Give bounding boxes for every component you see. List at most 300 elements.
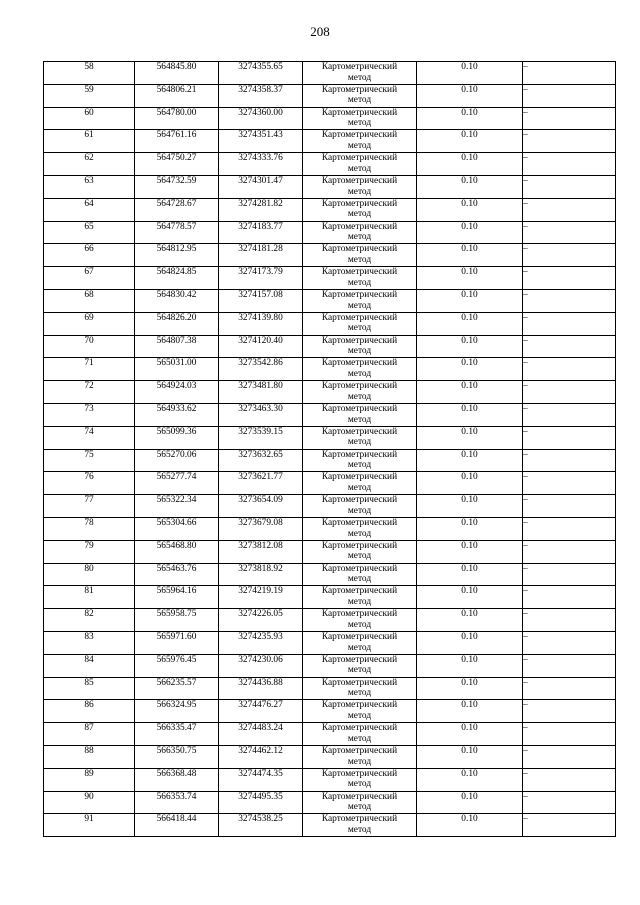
table-row xyxy=(44,654,616,677)
method-cell xyxy=(303,403,417,426)
method-cell xyxy=(303,540,417,563)
accuracy-cell: 0.10 xyxy=(417,745,523,768)
method-text-line: Картометрический xyxy=(321,768,398,779)
note-cell: – xyxy=(523,335,616,358)
accuracy-cell: 0.10 xyxy=(417,768,523,791)
table-row xyxy=(44,563,616,586)
table-row xyxy=(44,381,616,404)
method-text-line: метод xyxy=(347,72,372,83)
x-coordinate-cell: 564778.57 xyxy=(135,221,219,244)
accuracy-cell: 0.10 xyxy=(417,221,523,244)
point-number-cell: 69 xyxy=(44,312,135,335)
note-cell: – xyxy=(523,426,616,449)
method-text-line: метод xyxy=(347,505,372,516)
y-coordinate-cell: 3273621.77 xyxy=(219,472,303,495)
method-cell xyxy=(303,745,417,768)
method-text-line: метод xyxy=(347,574,372,585)
y-coordinate-cell: 3274301.47 xyxy=(219,175,303,198)
x-coordinate-cell: 564924.03 xyxy=(135,381,219,404)
method-text-line: Картометрический xyxy=(321,586,398,597)
y-coordinate-cell: 3274157.08 xyxy=(219,289,303,312)
table-row xyxy=(44,768,616,791)
method-text-line: Картометрический xyxy=(321,381,398,392)
note-cell: – xyxy=(523,267,616,290)
note-cell: – xyxy=(523,153,616,176)
point-number-cell: 82 xyxy=(44,609,135,632)
x-coordinate-cell: 566368.48 xyxy=(135,768,219,791)
table-row xyxy=(44,153,616,176)
x-coordinate-cell: 564826.20 xyxy=(135,312,219,335)
method-cell xyxy=(303,130,417,153)
method-text-line: Картометрический xyxy=(321,517,398,528)
x-coordinate-cell: 564806.21 xyxy=(135,84,219,107)
note-cell: – xyxy=(523,175,616,198)
method-text-line: Картометрический xyxy=(321,358,398,369)
method-text-line: Картометрический xyxy=(321,426,398,437)
table-row xyxy=(44,62,616,85)
note-cell: – xyxy=(523,449,616,472)
point-number-cell: 75 xyxy=(44,449,135,472)
page-number: 208 xyxy=(310,24,330,39)
method-text-line: метод xyxy=(347,437,372,448)
accuracy-cell: 0.10 xyxy=(417,403,523,426)
y-coordinate-cell: 3273812.08 xyxy=(219,540,303,563)
accuracy-cell: 0.10 xyxy=(417,312,523,335)
table-row xyxy=(44,540,616,563)
method-text-line: Картометрический xyxy=(321,700,398,711)
method-text-line: метод xyxy=(347,186,372,197)
y-coordinate-cell: 3274219.19 xyxy=(219,586,303,609)
point-number-cell: 87 xyxy=(44,723,135,746)
note-cell: – xyxy=(523,62,616,85)
method-cell xyxy=(303,244,417,267)
table-row xyxy=(44,107,616,130)
y-coordinate-cell: 3273632.65 xyxy=(219,449,303,472)
accuracy-cell: 0.10 xyxy=(417,426,523,449)
accuracy-cell: 0.10 xyxy=(417,563,523,586)
method-text-line: Картометрический xyxy=(321,107,398,118)
x-coordinate-cell: 565958.75 xyxy=(135,609,219,632)
y-coordinate-cell: 3274139.80 xyxy=(219,312,303,335)
x-coordinate-cell: 564750.27 xyxy=(135,153,219,176)
coordinates-table-body xyxy=(44,62,616,837)
point-number-cell: 71 xyxy=(44,358,135,381)
note-cell: – xyxy=(523,540,616,563)
x-coordinate-cell: 564812.95 xyxy=(135,244,219,267)
method-cell xyxy=(303,153,417,176)
x-coordinate-cell: 566418.44 xyxy=(135,814,219,837)
table-row xyxy=(44,426,616,449)
point-number-cell: 78 xyxy=(44,517,135,540)
y-coordinate-cell: 3274360.00 xyxy=(219,107,303,130)
note-cell: – xyxy=(523,312,616,335)
accuracy-cell: 0.10 xyxy=(417,107,523,130)
note-cell: – xyxy=(523,631,616,654)
y-coordinate-cell: 3274483.24 xyxy=(219,723,303,746)
x-coordinate-cell: 565468.80 xyxy=(135,540,219,563)
method-text-line: Картометрический xyxy=(321,62,398,72)
point-number-cell: 76 xyxy=(44,472,135,495)
point-number-cell: 81 xyxy=(44,586,135,609)
method-text-line: метод xyxy=(347,254,372,265)
table-row xyxy=(44,130,616,153)
y-coordinate-cell: 3273818.92 xyxy=(219,563,303,586)
table-row xyxy=(44,517,616,540)
y-coordinate-cell: 3274474.35 xyxy=(219,768,303,791)
point-number-cell: 90 xyxy=(44,791,135,814)
method-text-line: метод xyxy=(347,665,372,676)
method-text-line: метод xyxy=(347,323,372,334)
table-row xyxy=(44,175,616,198)
note-cell: – xyxy=(523,677,616,700)
x-coordinate-cell: 566324.95 xyxy=(135,700,219,723)
method-text-line: метод xyxy=(347,140,372,151)
point-number-cell: 72 xyxy=(44,381,135,404)
note-cell: – xyxy=(523,723,616,746)
method-text-line: Картометрический xyxy=(321,267,398,278)
method-cell xyxy=(303,449,417,472)
accuracy-cell: 0.10 xyxy=(417,267,523,290)
method-text-line: метод xyxy=(347,802,372,813)
point-number-cell: 61 xyxy=(44,130,135,153)
accuracy-cell: 0.10 xyxy=(417,723,523,746)
y-coordinate-cell: 3274538.25 xyxy=(219,814,303,837)
point-number-cell: 84 xyxy=(44,654,135,677)
note-cell: – xyxy=(523,289,616,312)
x-coordinate-cell: 565463.76 xyxy=(135,563,219,586)
x-coordinate-cell: 564830.42 xyxy=(135,289,219,312)
point-number-cell: 65 xyxy=(44,221,135,244)
x-coordinate-cell: 565964.16 xyxy=(135,586,219,609)
method-text-line: Картометрический xyxy=(321,791,398,802)
accuracy-cell: 0.10 xyxy=(417,175,523,198)
method-text-line: Картометрический xyxy=(321,403,398,414)
method-cell xyxy=(303,312,417,335)
point-number-cell: 88 xyxy=(44,745,135,768)
point-number-cell: 79 xyxy=(44,540,135,563)
x-coordinate-cell: 565976.45 xyxy=(135,654,219,677)
accuracy-cell: 0.10 xyxy=(417,153,523,176)
y-coordinate-cell: 3274235.93 xyxy=(219,631,303,654)
note-cell: – xyxy=(523,745,616,768)
method-text-line: Картометрический xyxy=(321,677,398,688)
note-cell: – xyxy=(523,198,616,221)
method-cell xyxy=(303,654,417,677)
method-text-line: метод xyxy=(347,163,372,174)
method-text-line: метод xyxy=(347,277,372,288)
method-cell xyxy=(303,289,417,312)
method-text-line: Картометрический xyxy=(321,631,398,642)
method-cell xyxy=(303,768,417,791)
method-cell xyxy=(303,677,417,700)
method-text-line: Картометрический xyxy=(321,745,398,756)
note-cell: – xyxy=(523,472,616,495)
note-cell: – xyxy=(523,403,616,426)
accuracy-cell: 0.10 xyxy=(417,586,523,609)
method-text-line: Картометрический xyxy=(321,130,398,141)
method-text-line: метод xyxy=(347,824,372,835)
accuracy-cell: 0.10 xyxy=(417,381,523,404)
x-coordinate-cell: 564807.38 xyxy=(135,335,219,358)
table-row xyxy=(44,403,616,426)
point-number-cell: 83 xyxy=(44,631,135,654)
x-coordinate-cell: 565031.00 xyxy=(135,358,219,381)
table-row xyxy=(44,267,616,290)
y-coordinate-cell: 3274230.06 xyxy=(219,654,303,677)
table-row xyxy=(44,472,616,495)
method-text-line: метод xyxy=(347,95,372,106)
point-number-cell: 91 xyxy=(44,814,135,837)
x-coordinate-cell: 565971.60 xyxy=(135,631,219,654)
point-number-cell: 67 xyxy=(44,267,135,290)
table-row xyxy=(44,449,616,472)
x-coordinate-cell: 566335.47 xyxy=(135,723,219,746)
point-number-cell: 60 xyxy=(44,107,135,130)
table-row xyxy=(44,84,616,107)
x-coordinate-cell: 565270.06 xyxy=(135,449,219,472)
method-cell xyxy=(303,495,417,518)
y-coordinate-cell: 3273481.80 xyxy=(219,381,303,404)
note-cell: – xyxy=(523,381,616,404)
y-coordinate-cell: 3274173.79 xyxy=(219,267,303,290)
method-cell xyxy=(303,426,417,449)
point-number-cell: 77 xyxy=(44,495,135,518)
x-coordinate-cell: 566235.57 xyxy=(135,677,219,700)
y-coordinate-cell: 3274351.43 xyxy=(219,130,303,153)
accuracy-cell: 0.10 xyxy=(417,62,523,85)
x-coordinate-cell: 564845.80 xyxy=(135,62,219,85)
accuracy-cell: 0.10 xyxy=(417,198,523,221)
point-number-cell: 73 xyxy=(44,403,135,426)
method-cell xyxy=(303,791,417,814)
note-cell: – xyxy=(523,107,616,130)
method-cell xyxy=(303,358,417,381)
method-text-line: Картометрический xyxy=(321,312,398,323)
method-cell xyxy=(303,814,417,837)
point-number-cell: 85 xyxy=(44,677,135,700)
method-text-line: метод xyxy=(347,756,372,767)
x-coordinate-cell: 566353.74 xyxy=(135,791,219,814)
y-coordinate-cell: 3274436.88 xyxy=(219,677,303,700)
table-row xyxy=(44,586,616,609)
point-number-cell: 70 xyxy=(44,335,135,358)
y-coordinate-cell: 3274181.28 xyxy=(219,244,303,267)
method-text-line: Картометрический xyxy=(321,221,398,232)
note-cell: – xyxy=(523,130,616,153)
y-coordinate-cell: 3273654.09 xyxy=(219,495,303,518)
x-coordinate-cell: 565304.66 xyxy=(135,517,219,540)
table-row xyxy=(44,791,616,814)
method-text-line: Картометрический xyxy=(321,495,398,506)
method-text-line: Картометрический xyxy=(321,723,398,734)
note-cell: – xyxy=(523,791,616,814)
table-row xyxy=(44,814,616,837)
table-row xyxy=(44,723,616,746)
x-coordinate-cell: 566350.75 xyxy=(135,745,219,768)
method-cell xyxy=(303,221,417,244)
y-coordinate-cell: 3274495.35 xyxy=(219,791,303,814)
method-text-line: метод xyxy=(347,460,372,471)
method-text-line: Картометрический xyxy=(321,540,398,551)
point-number-cell: 86 xyxy=(44,700,135,723)
x-coordinate-cell: 565099.36 xyxy=(135,426,219,449)
y-coordinate-cell: 3274281.82 xyxy=(219,198,303,221)
method-cell xyxy=(303,267,417,290)
method-cell xyxy=(303,381,417,404)
x-coordinate-cell: 564824.85 xyxy=(135,267,219,290)
x-coordinate-cell: 564761.16 xyxy=(135,130,219,153)
table-row xyxy=(44,609,616,632)
accuracy-cell: 0.10 xyxy=(417,791,523,814)
y-coordinate-cell: 3274183.77 xyxy=(219,221,303,244)
coordinates-table xyxy=(43,61,616,837)
method-text-line: метод xyxy=(347,232,372,243)
method-cell xyxy=(303,472,417,495)
method-text-line: метод xyxy=(347,619,372,630)
method-cell xyxy=(303,517,417,540)
table-row xyxy=(44,221,616,244)
method-cell xyxy=(303,62,417,85)
method-text-line: метод xyxy=(347,482,372,493)
method-cell xyxy=(303,198,417,221)
method-text-line: метод xyxy=(347,710,372,721)
accuracy-cell: 0.10 xyxy=(417,700,523,723)
method-text-line: метод xyxy=(347,551,372,562)
method-text-line: метод xyxy=(347,300,372,311)
point-number-cell: 66 xyxy=(44,244,135,267)
table-row xyxy=(44,631,616,654)
y-coordinate-cell: 3273542.86 xyxy=(219,358,303,381)
method-text-line: Картометрический xyxy=(321,814,398,825)
method-text-line: Картометрический xyxy=(321,472,398,483)
method-cell xyxy=(303,335,417,358)
point-number-cell: 74 xyxy=(44,426,135,449)
x-coordinate-cell: 564732.59 xyxy=(135,175,219,198)
point-number-cell: 63 xyxy=(44,175,135,198)
method-text-line: метод xyxy=(347,414,372,425)
note-cell: – xyxy=(523,814,616,837)
x-coordinate-cell: 564780.00 xyxy=(135,107,219,130)
method-cell xyxy=(303,700,417,723)
point-number-cell: 58 xyxy=(44,62,135,85)
point-number-cell: 68 xyxy=(44,289,135,312)
method-text-line: Картометрический xyxy=(321,335,398,346)
method-cell xyxy=(303,631,417,654)
table-row xyxy=(44,745,616,768)
table-row xyxy=(44,289,616,312)
method-text-line: метод xyxy=(347,596,372,607)
y-coordinate-cell: 3274226.05 xyxy=(219,609,303,632)
accuracy-cell: 0.10 xyxy=(417,814,523,837)
y-coordinate-cell: 3274462.12 xyxy=(219,745,303,768)
y-coordinate-cell: 3273463.30 xyxy=(219,403,303,426)
point-number-cell: 62 xyxy=(44,153,135,176)
note-cell: – xyxy=(523,244,616,267)
x-coordinate-cell: 565322.34 xyxy=(135,495,219,518)
accuracy-cell: 0.10 xyxy=(417,472,523,495)
table-row xyxy=(44,700,616,723)
method-cell xyxy=(303,175,417,198)
table-row xyxy=(44,335,616,358)
note-cell: – xyxy=(523,654,616,677)
note-cell: – xyxy=(523,358,616,381)
point-number-cell: 59 xyxy=(44,84,135,107)
note-cell: – xyxy=(523,768,616,791)
method-cell xyxy=(303,107,417,130)
y-coordinate-cell: 3274120.40 xyxy=(219,335,303,358)
method-text-line: Картометрический xyxy=(321,84,398,95)
method-cell xyxy=(303,84,417,107)
method-text-line: метод xyxy=(347,528,372,539)
method-cell xyxy=(303,723,417,746)
note-cell: – xyxy=(523,609,616,632)
note-cell: – xyxy=(523,84,616,107)
y-coordinate-cell: 3274358.37 xyxy=(219,84,303,107)
method-text-line: Картометрический xyxy=(321,609,398,620)
method-text-line: Картометрический xyxy=(321,153,398,164)
y-coordinate-cell: 3273539.15 xyxy=(219,426,303,449)
accuracy-cell: 0.10 xyxy=(417,335,523,358)
note-cell: – xyxy=(523,517,616,540)
method-text-line: метод xyxy=(347,391,372,402)
note-cell: – xyxy=(523,495,616,518)
accuracy-cell: 0.10 xyxy=(417,677,523,700)
point-number-cell: 89 xyxy=(44,768,135,791)
table-row xyxy=(44,358,616,381)
note-cell: – xyxy=(523,221,616,244)
method-text-line: Картометрический xyxy=(321,198,398,209)
table-row xyxy=(44,198,616,221)
table-row xyxy=(44,244,616,267)
note-cell: – xyxy=(523,586,616,609)
method-text-line: Картометрический xyxy=(321,449,398,460)
method-text-line: Картометрический xyxy=(321,289,398,300)
method-text-line: Картометрический xyxy=(321,654,398,665)
x-coordinate-cell: 564728.67 xyxy=(135,198,219,221)
accuracy-cell: 0.10 xyxy=(417,609,523,632)
method-text-line: метод xyxy=(347,779,372,790)
accuracy-cell: 0.10 xyxy=(417,84,523,107)
note-cell: – xyxy=(523,563,616,586)
method-text-line: Картометрический xyxy=(321,563,398,574)
accuracy-cell: 0.10 xyxy=(417,654,523,677)
table-row xyxy=(44,677,616,700)
table-row xyxy=(44,312,616,335)
method-cell xyxy=(303,586,417,609)
y-coordinate-cell: 3274476.27 xyxy=(219,700,303,723)
point-number-cell: 80 xyxy=(44,563,135,586)
y-coordinate-cell: 3273679.08 xyxy=(219,517,303,540)
method-cell xyxy=(303,609,417,632)
y-coordinate-cell: 3274355.65 xyxy=(219,62,303,85)
method-text-line: метод xyxy=(347,688,372,699)
accuracy-cell: 0.10 xyxy=(417,244,523,267)
accuracy-cell: 0.10 xyxy=(417,358,523,381)
x-coordinate-cell: 564933.62 xyxy=(135,403,219,426)
method-text-line: Картометрический xyxy=(321,175,398,186)
accuracy-cell: 0.10 xyxy=(417,540,523,563)
y-coordinate-cell: 3274333.76 xyxy=(219,153,303,176)
accuracy-cell: 0.10 xyxy=(417,517,523,540)
accuracy-cell: 0.10 xyxy=(417,495,523,518)
method-text-line: Картометрический xyxy=(321,244,398,255)
method-text-line: метод xyxy=(347,346,372,357)
accuracy-cell: 0.10 xyxy=(417,631,523,654)
method-text-line: метод xyxy=(347,209,372,220)
accuracy-cell: 0.10 xyxy=(417,289,523,312)
method-text-line: метод xyxy=(347,118,372,129)
x-coordinate-cell: 565277.74 xyxy=(135,472,219,495)
